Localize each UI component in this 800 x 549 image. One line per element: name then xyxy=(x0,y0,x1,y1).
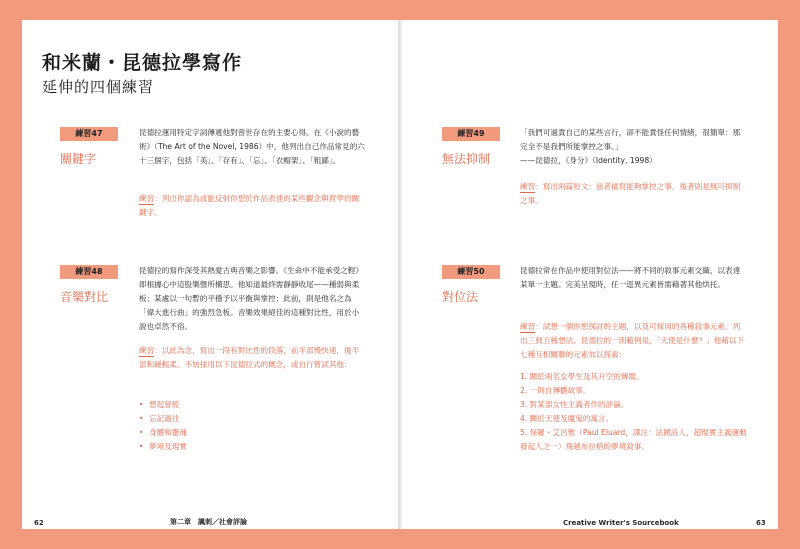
list-item: • 身體和靈魂 xyxy=(139,426,339,440)
practice-text: ：寫出兩篇短文：前者描寫能夠掌控之事，後者則是無可抑制之事。 xyxy=(520,182,741,205)
list-item: • 忘記過往 xyxy=(139,412,339,426)
practice-label: 練習 xyxy=(520,182,536,191)
exercise-48-bullets xyxy=(139,398,339,454)
exercise-48-practice xyxy=(139,344,365,372)
exercise-49-quote: 「我們可過責自己的某些言行，卻不能責怪任何情緒，很簡單：那完全不是我們所能掌控之事。」 xyxy=(520,128,741,151)
practice-text: ：試想一個你想探討的主題，以及可採用的各種敘事元素。列出三到五種想法。昆德拉的一則範例是，「天使是什麼？」他藉以下七種互相關聯的元素加以探索： xyxy=(520,322,745,359)
list-item: • 想起曾經 xyxy=(139,398,339,412)
exercise-50-name: 對位法 xyxy=(442,290,479,304)
exercise-48-tag: 練習48 xyxy=(60,265,118,279)
exercise-47-name: 關鍵字 xyxy=(60,152,97,166)
exercise-48-name: 音樂對比 xyxy=(60,290,109,304)
exercise-50-practice xyxy=(520,320,746,362)
exercise-50-body: 昆德拉常在作品中使用對位法——將不同的敘事元素交織，以表達某單一主題。完美呈現時，任一逕異元素皆需藉著其他烘托。 xyxy=(520,266,741,289)
exercise-49-quote-source: ——昆德拉，《身分》（Identity, 1998） xyxy=(520,156,657,165)
footer-page-number-right: 63 xyxy=(756,519,766,527)
list-item: 1. 關於兩名女學生及其升空的傳聞。 xyxy=(520,372,644,381)
practice-label: 練習 xyxy=(139,346,155,355)
practice-text: ：以此為念，寫出一段有對比性的段落，前半部慢快速，後半部和緩輕柔。不妨採用以下昆德拉式的概念，或自行嘗試其他： xyxy=(139,346,360,369)
exercise-49-tag: 練習49 xyxy=(442,127,500,141)
list-item: 2. 一則自傳體故事。 xyxy=(520,386,591,395)
exercise-47-tag: 練習47 xyxy=(60,127,118,141)
list-item: 4. 關於天使及魔鬼的寓言。 xyxy=(520,414,614,423)
list-item: 5. 保羅・艾呂雅（Paul Eluard，譯注：法國詩人，超現實主義運動發起人之一）飛越布拉格的夢境敘事。 xyxy=(520,428,747,451)
practice-label: 練習 xyxy=(139,194,155,203)
page-title: 和米蘭・昆德拉學寫作 xyxy=(42,52,243,74)
exercise-48-body: 昆德拉的寫作深受其熱愛古典音樂之影響。《生命中不能承受之輕》即根據心中這股樂聲所構思。他知道最終需靜靜收尾——種弱與柔板；某處以一句暫的平穩予以平衡與掌控；此前，則是他名之為「偉大進行曲」的強烈急板。音樂效果絕佳的這種對比性，用於小說也卓然不俗。 xyxy=(139,266,364,331)
practice-text: ：列出你認為或能反射你想於作品表達的某些觀念與哲學的關鍵字。 xyxy=(139,194,360,217)
exercise-50-tag: 練習50 xyxy=(442,265,500,279)
exercise-47-practice xyxy=(139,192,365,220)
list-item: 3. 對某部女性主義者作的評論。 xyxy=(520,400,629,409)
practice-label: 練習 xyxy=(520,322,536,331)
footer-chapter: 第二章 諷刺／社會評論 xyxy=(170,518,247,526)
footer-book-title: Creative Writer's Sourcebook xyxy=(563,519,679,527)
footer-page-number-left: 62 xyxy=(34,519,44,527)
exercise-50-list xyxy=(520,370,748,454)
exercise-47-body: 昆德拉運用特定字詞傳遞他對曾世存在的主要心得。在《小說的藝術》（The Art of the Novel, 1986）中，他列出自己作品常見的六十三個字，包括「美」、「存有」、「忘」、「衣帽架」、「粗鄙」。 xyxy=(139,128,365,165)
list-item: • 夢境及現實 xyxy=(139,440,339,454)
exercise-49-practice xyxy=(520,180,746,208)
page-subtitle: 延伸的四個練習 xyxy=(42,78,155,96)
exercise-49-name: 無法抑制 xyxy=(442,152,491,166)
